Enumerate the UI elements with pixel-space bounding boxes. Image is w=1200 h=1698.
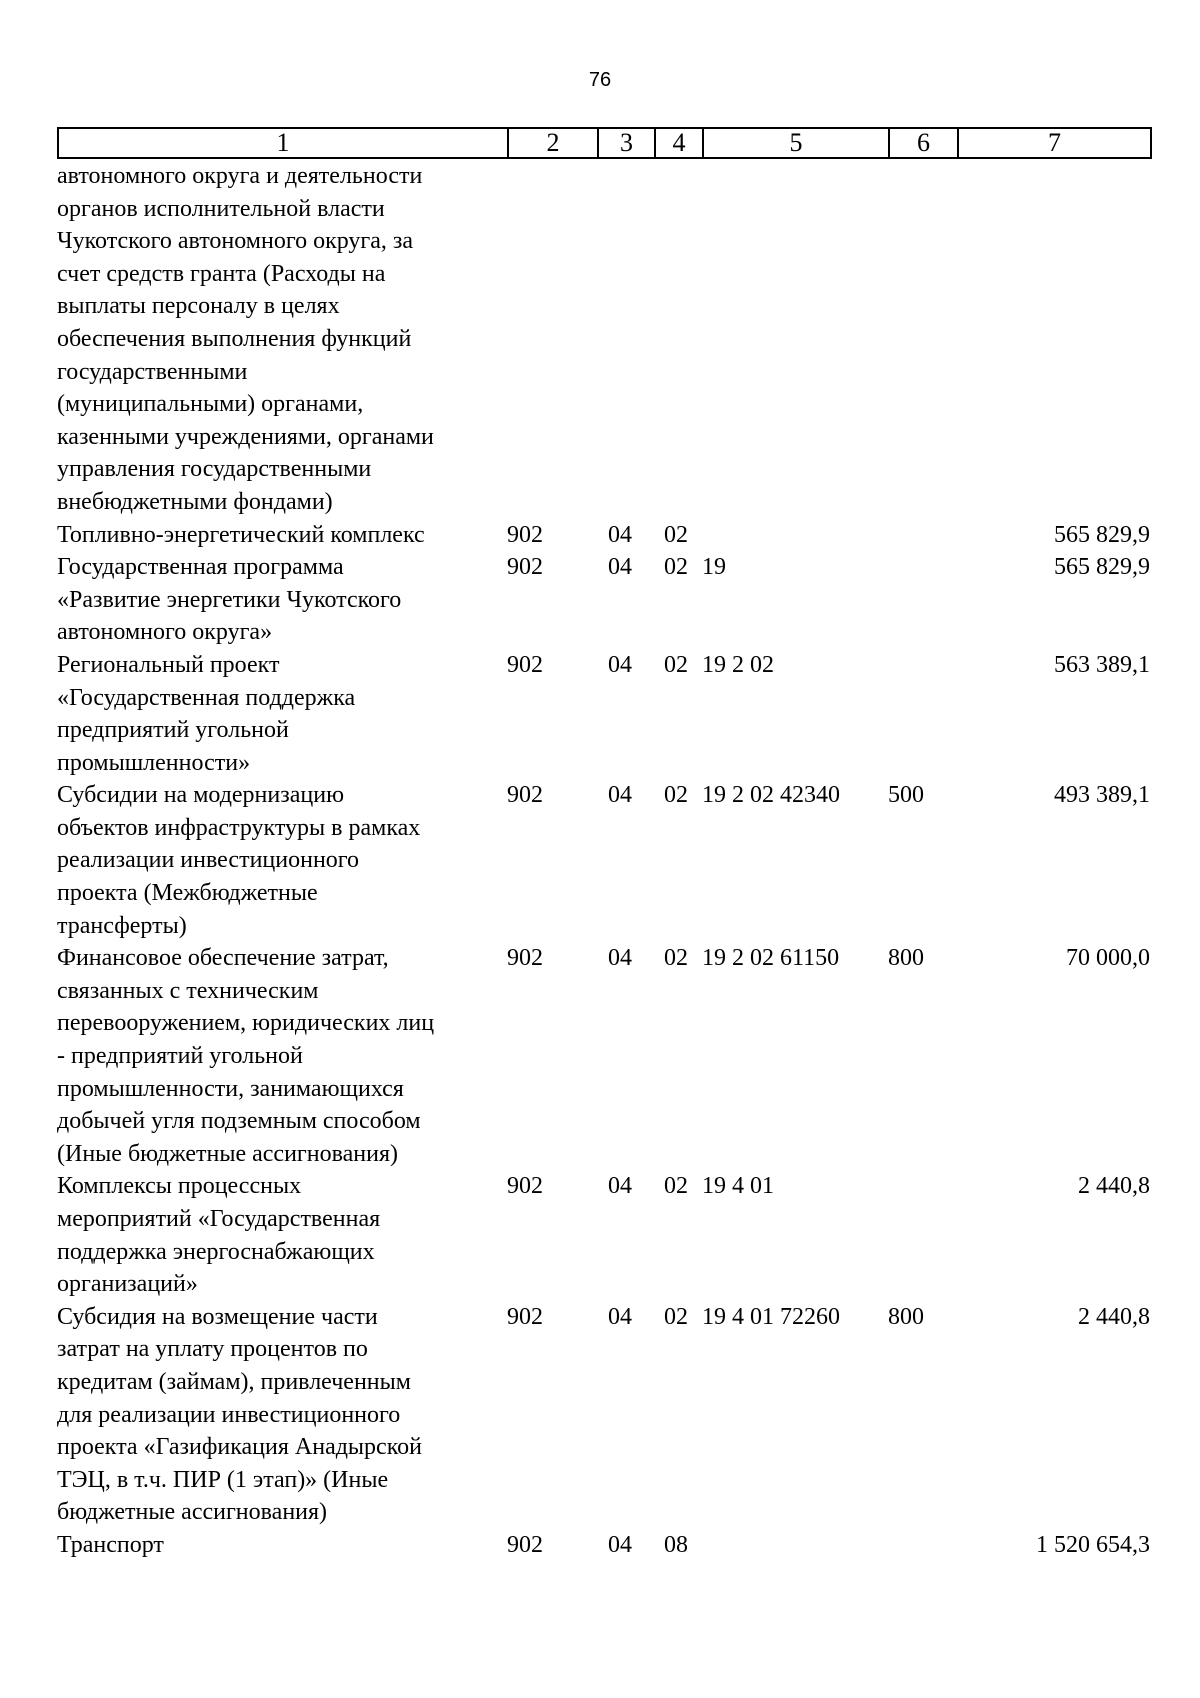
- row-amount: 493 389,1: [1054, 782, 1150, 809]
- row-subsection: 08: [664, 1531, 688, 1558]
- row-ministry-code: 902: [507, 1303, 543, 1330]
- row-description: Топливно-энергетический комплекс: [57, 521, 425, 548]
- row-ministry-code: 902: [507, 554, 543, 581]
- row-expense-type: 800: [888, 1303, 924, 1330]
- column-header-row: [58, 128, 1151, 158]
- table-row: [57, 942, 1150, 1170]
- row-expense-type: 800: [888, 945, 924, 972]
- row-ministry-code: 902: [507, 1173, 543, 1200]
- table-row: [57, 1301, 1150, 1529]
- row-section: 04: [608, 945, 632, 972]
- row-section: 04: [608, 521, 632, 548]
- row-target-article: 19 4 01: [702, 1173, 774, 1200]
- row-description: Финансовое обеспечение затрат, связанных с техническим перевооружением, юридических лиц - предприятий угольной промышленности, занимающихся добычей угля подземным способом (Иные бюджетные ассигнования): [57, 945, 435, 1167]
- row-subsection: 02: [664, 521, 688, 548]
- column-header-4: 4: [655, 128, 703, 158]
- row-target-article: 19 4 01 72260: [702, 1303, 840, 1330]
- row-amount: 1 520 654,3: [1036, 1531, 1150, 1558]
- table-row: [57, 160, 1150, 519]
- row-amount: 565 829,9: [1054, 521, 1150, 548]
- row-description: Государственная программа «Развитие энергетики Чукотского автономного округа»: [57, 554, 402, 646]
- table-row: [57, 649, 1150, 779]
- row-target-article: 19: [702, 554, 726, 581]
- row-description: Субсидия на возмещение части затрат на уплату процентов по кредитам (займам), привлеченным для реализации инвестиционного проекта «Газификация Анадырской ТЭЦ, в т.ч. ПИР (1 этап)» (Иные бюджетные ассигнования): [57, 1303, 422, 1526]
- row-section: 04: [608, 782, 632, 809]
- budget-table-body: [57, 160, 1150, 1562]
- row-ministry-code: 902: [507, 1531, 543, 1558]
- row-description: автономного округа и деятельности органов исполнительной власти Чукотского автономного округа, за счет средств гранта (Расходы на выплаты персоналу в целях обеспечения выполнения функций государственными (муниципальными) органами, казенными учреждениями, органами управления государственными внебюджетными фондами): [57, 163, 434, 515]
- page-number: 76: [588, 69, 612, 91]
- row-description: Субсидии на модернизацию объектов инфраструктуры в рамках реализации инвестиционного проекта (Межбюджетные трансферты): [57, 782, 421, 939]
- row-ministry-code: 902: [507, 521, 543, 548]
- column-header-7: 7: [958, 128, 1151, 158]
- row-ministry-code: 902: [507, 945, 543, 972]
- row-subsection: 02: [664, 651, 688, 678]
- column-header-1: 1: [58, 128, 508, 158]
- row-amount: 2 440,8: [1078, 1173, 1150, 1200]
- row-section: 04: [608, 1531, 632, 1558]
- row-amount: 565 829,9: [1054, 554, 1150, 581]
- column-header-5: 5: [703, 128, 889, 158]
- row-subsection: 02: [664, 1303, 688, 1330]
- row-amount: 70 000,0: [1066, 945, 1150, 972]
- row-description: Транспорт: [57, 1531, 164, 1558]
- row-subsection: 02: [664, 782, 688, 809]
- column-header-6: 6: [889, 128, 958, 158]
- table-row: [57, 551, 1150, 649]
- table-row: [57, 779, 1150, 942]
- column-header-table: [57, 127, 1152, 159]
- row-subsection: 02: [664, 1173, 688, 1200]
- row-subsection: 02: [664, 554, 688, 581]
- row-section: 04: [608, 554, 632, 581]
- table-row: [57, 519, 1150, 552]
- row-ministry-code: 902: [507, 651, 543, 678]
- column-header-2: 2: [508, 128, 598, 158]
- row-subsection: 02: [664, 945, 688, 972]
- row-target-article: 19 2 02 42340: [702, 782, 840, 809]
- row-target-article: 19 2 02: [702, 651, 774, 678]
- row-amount: 563 389,1: [1054, 651, 1150, 678]
- table-row: [57, 1170, 1150, 1300]
- row-section: 04: [608, 1173, 632, 1200]
- row-description: Региональный проект «Государственная поддержка предприятий угольной промышленности»: [57, 651, 356, 776]
- row-target-article: 19 2 02 61150: [702, 945, 840, 972]
- row-expense-type: 500: [888, 782, 924, 809]
- row-description: Комплексы процессных мероприятий «Государственная поддержка энергоснабжающих организаций»: [57, 1173, 381, 1298]
- table-row: [57, 1529, 1150, 1562]
- row-amount: 2 440,8: [1078, 1303, 1150, 1330]
- row-section: 04: [608, 1303, 632, 1330]
- row-section: 04: [608, 651, 632, 678]
- column-header-3: 3: [598, 128, 655, 158]
- row-ministry-code: 902: [507, 782, 543, 809]
